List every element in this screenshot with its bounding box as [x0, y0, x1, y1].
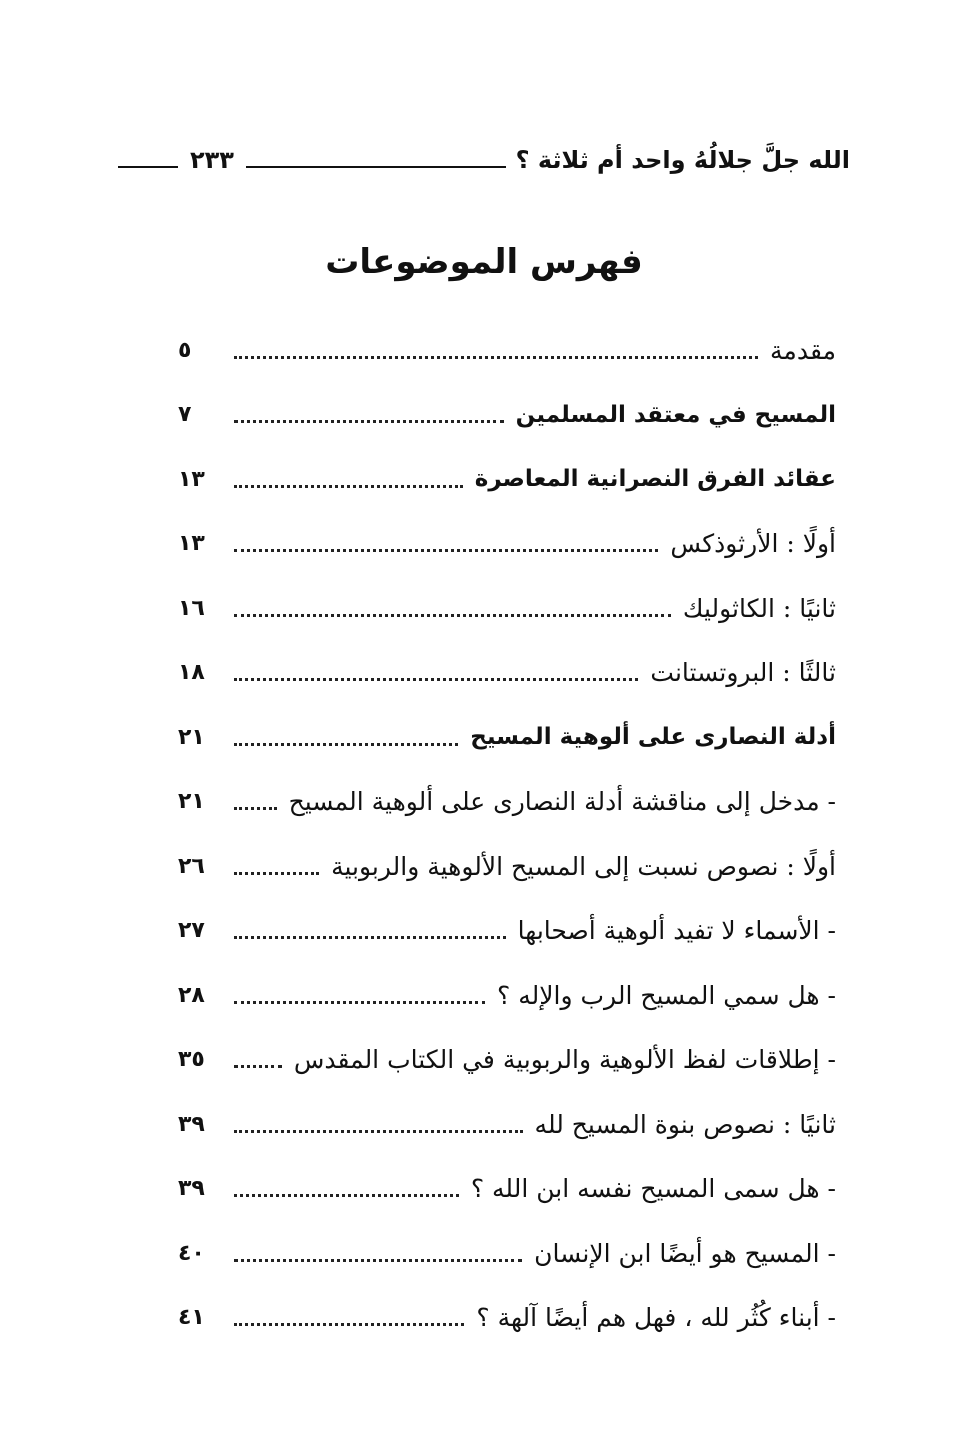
toc-entry-page: ٧ [178, 402, 192, 428]
dot-leader [234, 807, 277, 810]
toc-entry [178, 834, 836, 899]
toc-entry-title: أولًا : الأرثوذكس [670, 529, 836, 559]
toc-entry [178, 705, 836, 770]
toc-entry [178, 899, 836, 964]
toc-entry-page: ٥ [178, 337, 192, 363]
toc-entry-page: ٢١ [178, 724, 205, 750]
toc-entry [178, 447, 836, 512]
toc-entry [178, 641, 836, 706]
toc-entry-page: ٢٧ [178, 918, 205, 944]
toc-entry-title: - المسيح هو أيضًا ابن الإنسان [534, 1238, 836, 1268]
toc-entry-title: - أبناء كُثُر لله ، فهل هم أيضًا آلهة ؟ [476, 1303, 836, 1333]
toc-entry [178, 318, 836, 383]
toc-entry-title: - هل سمي المسيح الرب والإله ؟ [497, 980, 836, 1010]
toc-entry [178, 1157, 836, 1222]
toc-entry [178, 1221, 836, 1286]
toc-entry-page: ٤٠ [178, 1240, 205, 1266]
toc-entry-page: ٢٨ [178, 982, 205, 1008]
running-header [118, 140, 850, 180]
toc-list [178, 318, 836, 1350]
toc-entry-page: ١٨ [178, 660, 205, 686]
dot-leader [234, 420, 504, 423]
toc-entry [178, 383, 836, 448]
toc-entry-title: - الأسماء لا تفيد ألوهية أصحابها [517, 916, 836, 946]
toc-entry-title: أولًا : نصوص نسبت إلى المسيح الألوهية والربوبية [331, 851, 836, 881]
toc-entry-page: ٣٩ [178, 1176, 205, 1202]
toc-entry-title: مقدمة [770, 335, 836, 365]
toc-entry-title: ثانيًا : الكاثوليك [682, 593, 836, 623]
toc-entry-title: ثالثًا : البروتستانت [650, 658, 836, 688]
dot-leader [234, 356, 758, 359]
toc-entry-page: ١٣ [178, 531, 205, 557]
toc-entry-page: ١٦ [178, 595, 205, 621]
dot-leader [234, 1323, 464, 1326]
running-header-title: الله جلَّ جلالُهُ واحد أم ثلاثة ؟ [515, 146, 850, 174]
dot-leader [234, 1194, 459, 1197]
toc-entry [178, 963, 836, 1028]
toc-entry [178, 512, 836, 577]
toc-entry [178, 1028, 836, 1093]
dot-leader [234, 485, 463, 488]
dot-leader [234, 614, 671, 617]
header-rule [246, 166, 506, 168]
toc-entry-title: المسيح في معتقد المسلمين [515, 401, 836, 428]
dot-leader [234, 743, 458, 746]
page-number: ٢٣٣ [190, 146, 234, 174]
dot-leader [234, 872, 319, 875]
toc-entry [178, 1286, 836, 1351]
dot-leader [234, 1065, 282, 1068]
dot-leader [234, 549, 658, 552]
dot-leader [234, 1130, 523, 1133]
toc-entry [178, 576, 836, 641]
toc-entry-title: عقائد الفرق النصرانية المعاصرة [474, 466, 836, 493]
toc-entry-page: ٢١ [178, 789, 205, 815]
toc-entry-title: ثانيًا : نصوص بنوة المسيح لله [534, 1109, 836, 1139]
toc-heading: فهرس الموضوعات [325, 242, 643, 282]
toc-entry-page: ٣٩ [178, 1111, 205, 1137]
dot-leader [234, 936, 506, 939]
toc-entry-title: - مدخل إلى مناقشة أدلة النصارى على ألوهية المسيح [288, 787, 836, 817]
header-rule-short [118, 166, 178, 168]
toc-entry-title: أدلة النصارى على ألوهية المسيح [470, 724, 836, 751]
toc-entry-page: ٤١ [178, 1305, 205, 1331]
dot-leader [234, 1001, 485, 1004]
toc-entry-title: - هل سمى المسيح نفسه ابن الله ؟ [470, 1174, 836, 1204]
toc-entry [178, 1092, 836, 1157]
toc-entry [178, 770, 836, 835]
dot-leader [234, 1259, 522, 1262]
toc-entry-page: ٢٦ [178, 853, 205, 879]
toc-entry-title: - إطلاقات لفظ الألوهية والربوبية في الكتاب المقدس [293, 1045, 836, 1075]
toc-entry-page: ٣٥ [178, 1047, 205, 1073]
dot-leader [234, 678, 638, 681]
toc-entry-page: ١٣ [178, 466, 205, 492]
